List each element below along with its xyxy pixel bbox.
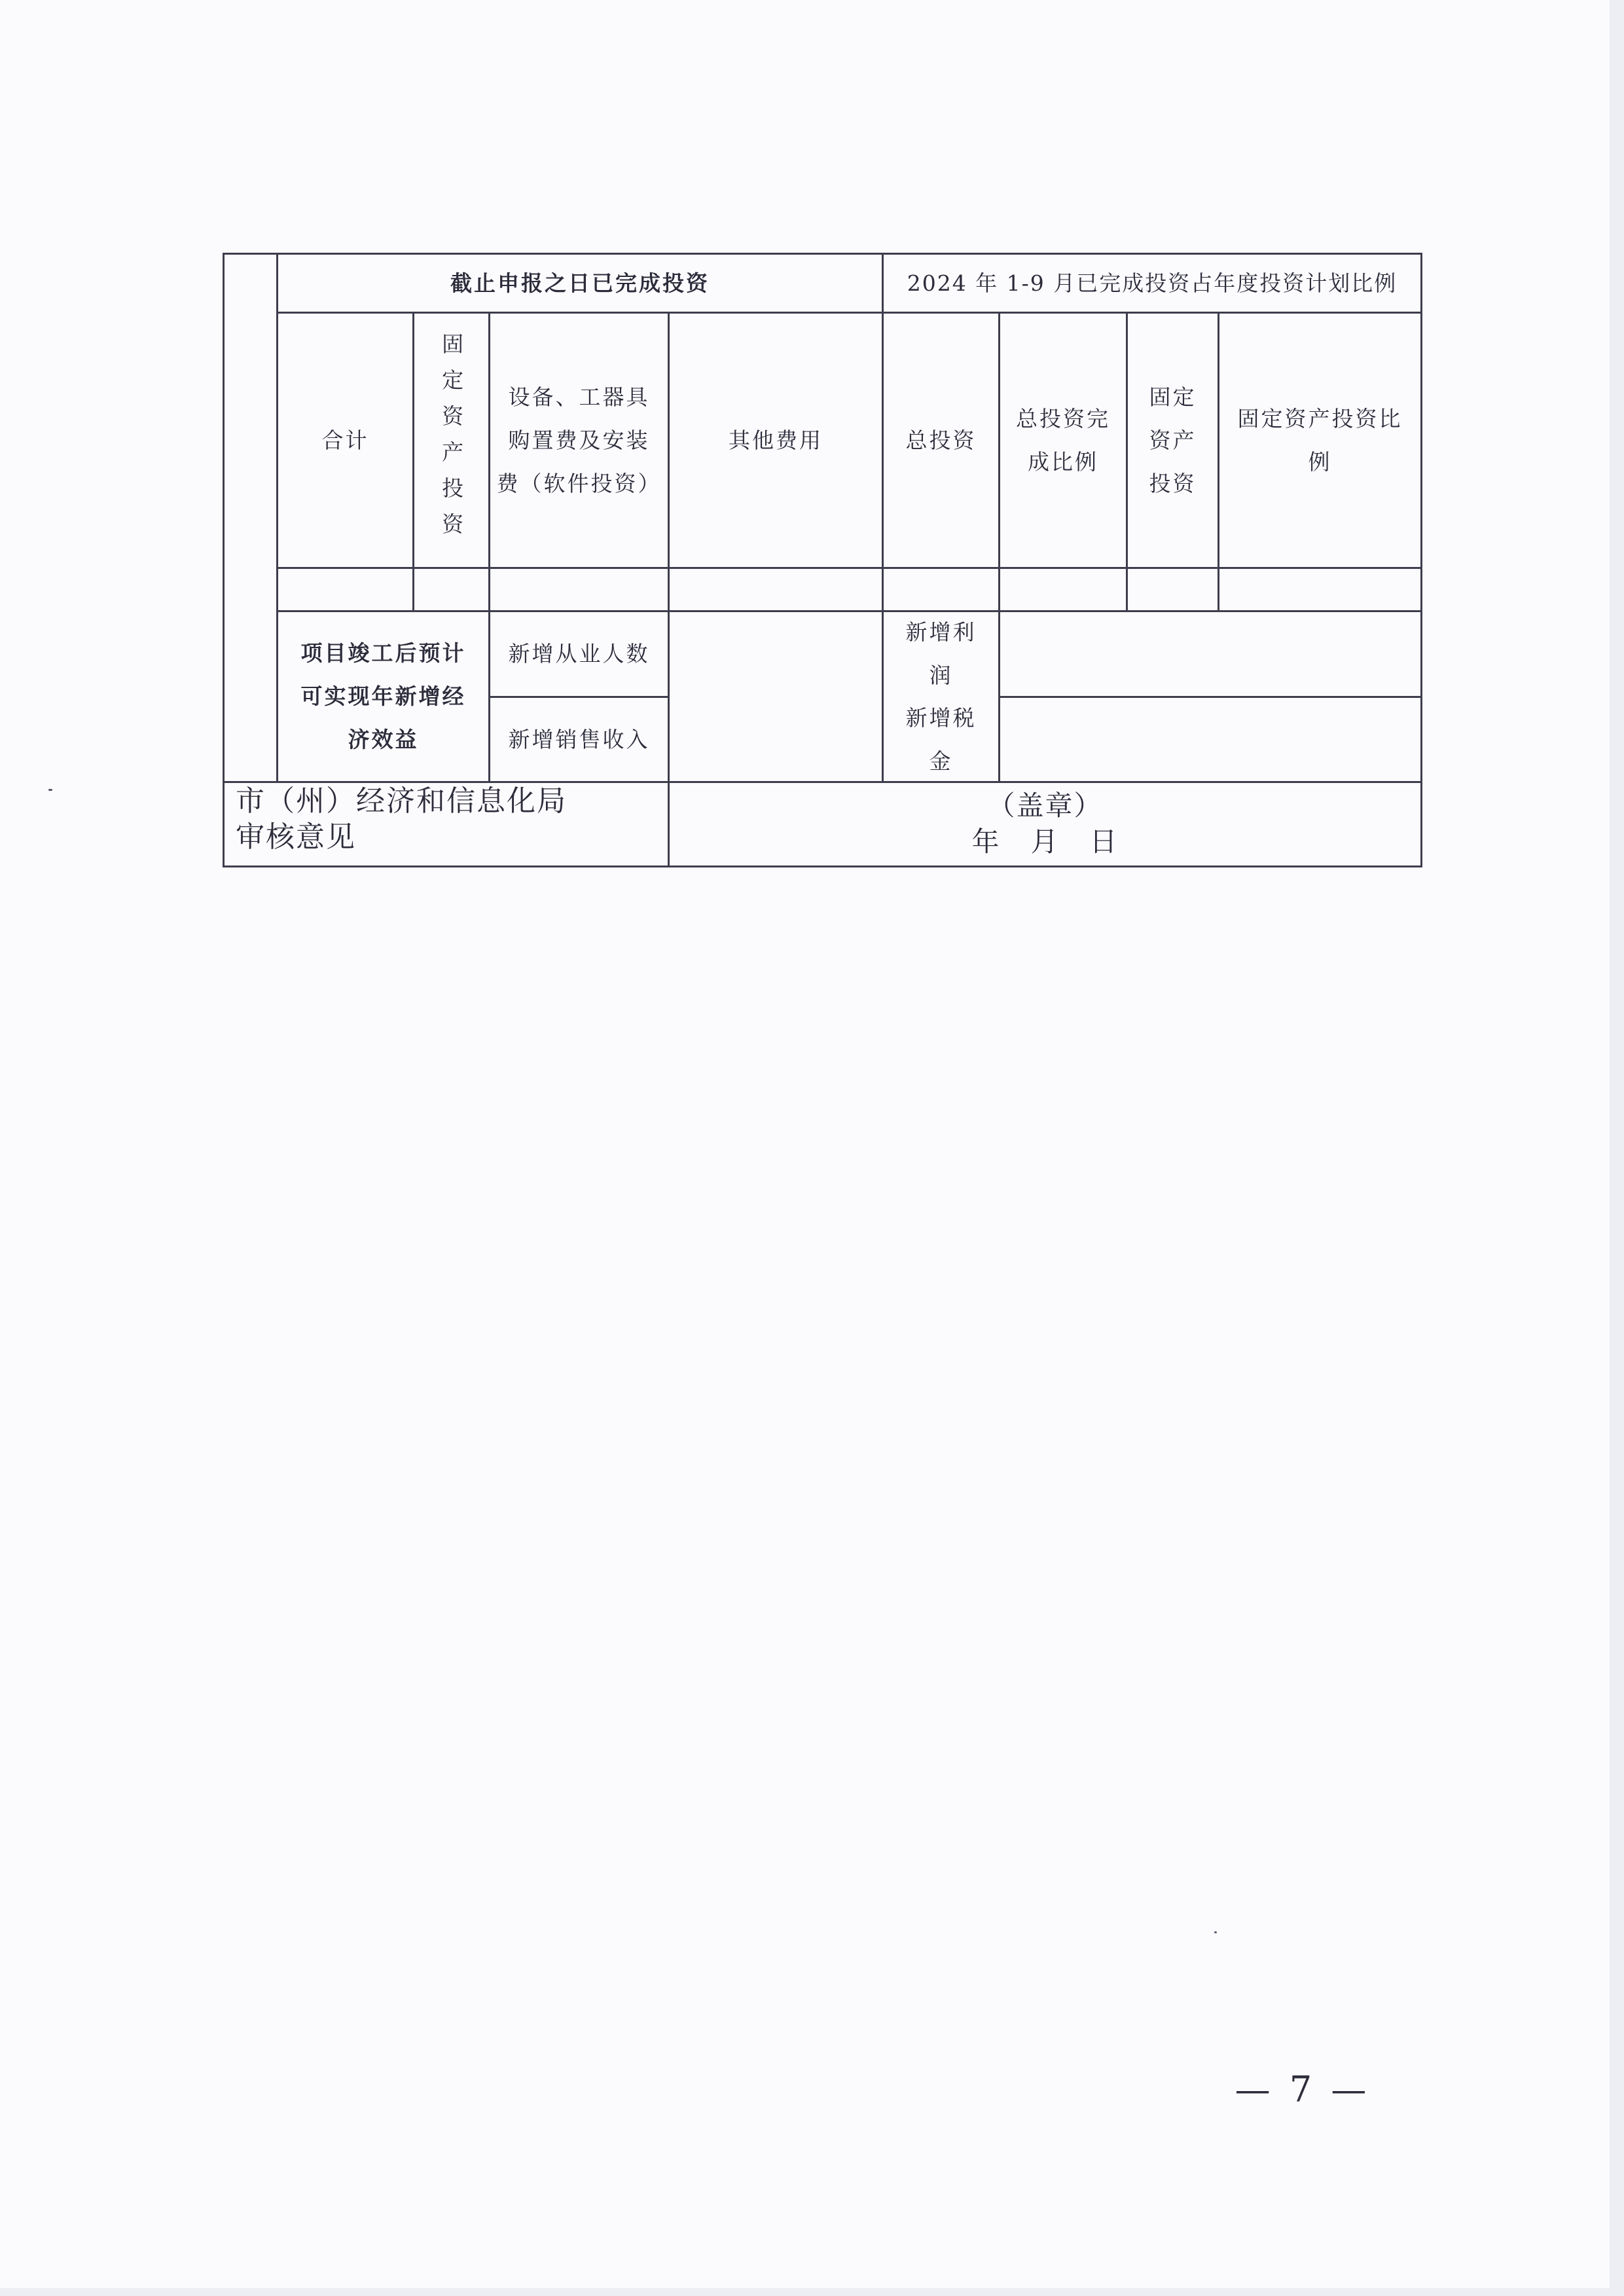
col-total-completion: [1000, 314, 1126, 567]
review-label-line1: 市（州）经济和信息化局: [236, 784, 567, 818]
col-equipment: [490, 314, 668, 567]
col-equipment-line1: 设备、工器具: [508, 384, 650, 410]
col-total-completion-line1: 总投资完: [1016, 405, 1110, 431]
new-profit-line1: 新增利: [905, 619, 977, 645]
col-fixed-asset-line1: 固定: [1149, 384, 1197, 410]
review-seal: （盖章）: [987, 790, 1103, 822]
review-seal-area: [670, 783, 1420, 866]
col-total: 合计: [321, 427, 369, 453]
col-fixed-asset-investment-label: 固定资产投资: [439, 332, 465, 549]
benefits-label-line3: 济效益: [348, 727, 419, 752]
review-label-line2: 审核意见: [236, 820, 356, 854]
new-profit-line2: 润: [929, 663, 953, 688]
header-completed-investment: 截止申报之日已完成投资: [450, 270, 710, 296]
investment-table: [0, 0, 1624, 871]
col-fixed-asset-line2: 资产: [1149, 427, 1197, 453]
col-fixed-asset-investment: [414, 314, 488, 567]
new-sales-label: 新增销售收入: [508, 726, 650, 752]
col-fixed-ratio-line1: 固定资产投资比: [1237, 405, 1403, 431]
col-fixed-asset: [1128, 314, 1218, 567]
new-tax-line2: 金: [929, 748, 953, 774]
col-fixed-ratio-line2: 例: [1308, 448, 1332, 475]
review-date: 年 月 日: [971, 826, 1119, 858]
new-profit-label: [884, 612, 998, 696]
benefits-label: [278, 612, 488, 781]
benefits-label-line1: 项目竣工后预计: [300, 640, 466, 666]
new-tax-label: [884, 698, 998, 781]
col-equipment-line2: 购置费及安装: [508, 427, 650, 453]
scan-speck: [1214, 1931, 1217, 1933]
col-fixed-asset-line3: 投资: [1149, 470, 1197, 496]
benefits-label-line2: 可实现年新增经: [300, 683, 466, 709]
review-label: [236, 783, 668, 866]
col-total-investment: 总投资: [905, 427, 977, 453]
col-equipment-line3: 费（软件投资）: [496, 470, 662, 496]
header-ratio-title: 2024 年 1-9 月已完成投资占年度投资计划比例: [907, 270, 1398, 296]
col-total-completion-line2: 成比例: [1028, 448, 1098, 475]
col-other-fees: 其他费用: [729, 427, 823, 453]
scan-speck: [48, 789, 52, 791]
page-number: — 7 —: [1235, 2069, 1371, 2110]
col-fixed-ratio: [1219, 314, 1420, 567]
new-tax-line1: 新增税: [905, 704, 977, 731]
new-employees-label: 新增从业人数: [508, 641, 650, 667]
page-bottom-edge: [0, 2288, 1624, 2296]
